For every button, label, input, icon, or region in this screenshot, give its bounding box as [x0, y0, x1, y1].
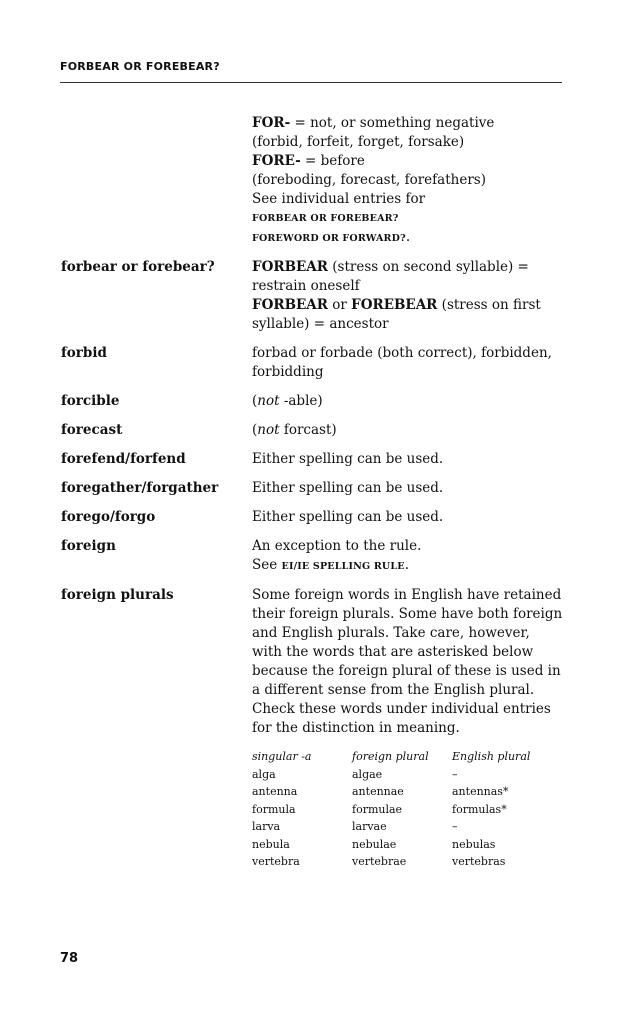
- intro-block: [252, 114, 572, 248]
- entry-forcible: [0, 392, 621, 411]
- page-content: [0, 114, 621, 871]
- header-rule: [60, 82, 562, 83]
- entry-definition: forbad or forbade (both correct), forbidden, forbidding: [252, 345, 552, 380]
- table-cell: nebula: [252, 837, 290, 851]
- table-row: [252, 801, 562, 819]
- term: FOREBEAR: [351, 297, 438, 313]
- entry-definition: Either spelling can be used.: [252, 509, 444, 525]
- entry-definition: An exception to the rule. See EI/IE SPELLING RULE.: [252, 537, 564, 576]
- entry-foreign-plurals: [0, 586, 621, 738]
- cross-reference: EI/IE SPELLING RULE: [281, 561, 405, 572]
- column-header: singular -a: [252, 750, 312, 763]
- entry-definition: Either spelling can be used.: [252, 451, 444, 467]
- entry-forefend: [0, 450, 621, 469]
- table-cell: nebulae: [352, 837, 397, 851]
- headword: foregather/forgather: [61, 480, 219, 496]
- not-label: not: [257, 393, 280, 409]
- term: FORBEAR: [252, 259, 328, 275]
- table-cell: antennae: [352, 785, 404, 798]
- conjunction: or: [327, 297, 352, 313]
- see-text: See individual entries for: [252, 191, 426, 207]
- not-label: not: [257, 422, 280, 438]
- table-row: [252, 766, 562, 784]
- headword: forcible: [61, 393, 120, 409]
- for-term: FOR-: [252, 115, 291, 131]
- definition-text: (stress on first syllable) = ancestor: [252, 297, 541, 332]
- table-cell: formulae: [352, 802, 403, 816]
- punctuation: .: [405, 229, 411, 245]
- table-row: [252, 818, 562, 836]
- for-examples: (forbid, forfeit, forget, forsake): [252, 134, 465, 150]
- headword: forego/forgo: [61, 509, 156, 525]
- headword: forefend/forfend: [61, 451, 186, 467]
- definition-text: An exception to the rule.: [252, 538, 422, 554]
- for-definition: = not, or something negative: [290, 115, 495, 131]
- table-cell: formula: [252, 802, 296, 816]
- headword: forbear or forebear?: [61, 259, 215, 275]
- table-cell: –: [452, 767, 458, 781]
- column-header: English plural: [452, 750, 531, 763]
- headword: forecast: [61, 422, 123, 438]
- intro-fore-line: [252, 152, 572, 171]
- entry-forbear: [0, 258, 621, 334]
- headword: foreign: [61, 538, 116, 554]
- cross-reference-line: [252, 228, 572, 248]
- plurals-table: [252, 748, 562, 871]
- cross-reference: FOREWORD OR FORWARD?: [252, 233, 406, 244]
- entry-forecast: [0, 421, 621, 440]
- cross-reference: FORBEAR OR FOREBEAR?: [252, 213, 399, 224]
- intro-for-line: [252, 114, 572, 133]
- entry-forego: [0, 508, 621, 527]
- entry-definition: [252, 258, 564, 334]
- headword: foreign plurals: [61, 587, 174, 603]
- entry-definition: Some foreign words in English have retained their foreign plurals. Some have both foreign and English plurals. Take care, however, with the words that are asterisked below because the foreign plural of these is used in a different sense from the English plural. Check these words under individual entries for the distinction in meaning.: [252, 587, 563, 736]
- table-cell: antennas*: [452, 785, 509, 798]
- entry-foregather: [0, 479, 621, 498]
- table-cell: larvae: [352, 820, 387, 833]
- table-row: [252, 783, 562, 801]
- table-row: [252, 836, 562, 854]
- term: FORBEAR: [252, 297, 328, 313]
- table-cell: vertebras: [452, 855, 506, 868]
- fore-definition: = before: [300, 153, 365, 169]
- entry-foreign: [0, 537, 621, 576]
- table-row: [252, 853, 562, 871]
- table-cell: antenna: [252, 785, 298, 798]
- fore-term: FORE-: [252, 153, 301, 169]
- table-cell: vertebra: [252, 855, 300, 868]
- headword: forbid: [61, 345, 107, 361]
- running-head: FORBEAR OR FOREBEAR?: [60, 60, 220, 73]
- entry-definition: Either spelling can be used.: [252, 480, 444, 496]
- fore-examples: (foreboding, forecast, forefathers): [252, 172, 486, 188]
- table-cell: algae: [352, 767, 383, 781]
- table-cell: alga: [252, 767, 276, 781]
- column-header: foreign plural: [352, 750, 429, 763]
- table-cell: –: [452, 820, 458, 833]
- table-cell: larva: [252, 820, 281, 833]
- page-number: 78: [60, 951, 79, 966]
- table-cell: vertebrae: [352, 855, 407, 868]
- entry-definition: (not -able): [252, 393, 323, 409]
- entry-forbid: [0, 344, 621, 382]
- definition-text: (stress on second syllable) = restrain oneself: [252, 259, 529, 294]
- entry-definition: (not forcast): [252, 422, 337, 438]
- table-cell: nebulas: [452, 837, 496, 851]
- table-cell: formulas*: [452, 802, 507, 816]
- table-header-row: [252, 748, 562, 766]
